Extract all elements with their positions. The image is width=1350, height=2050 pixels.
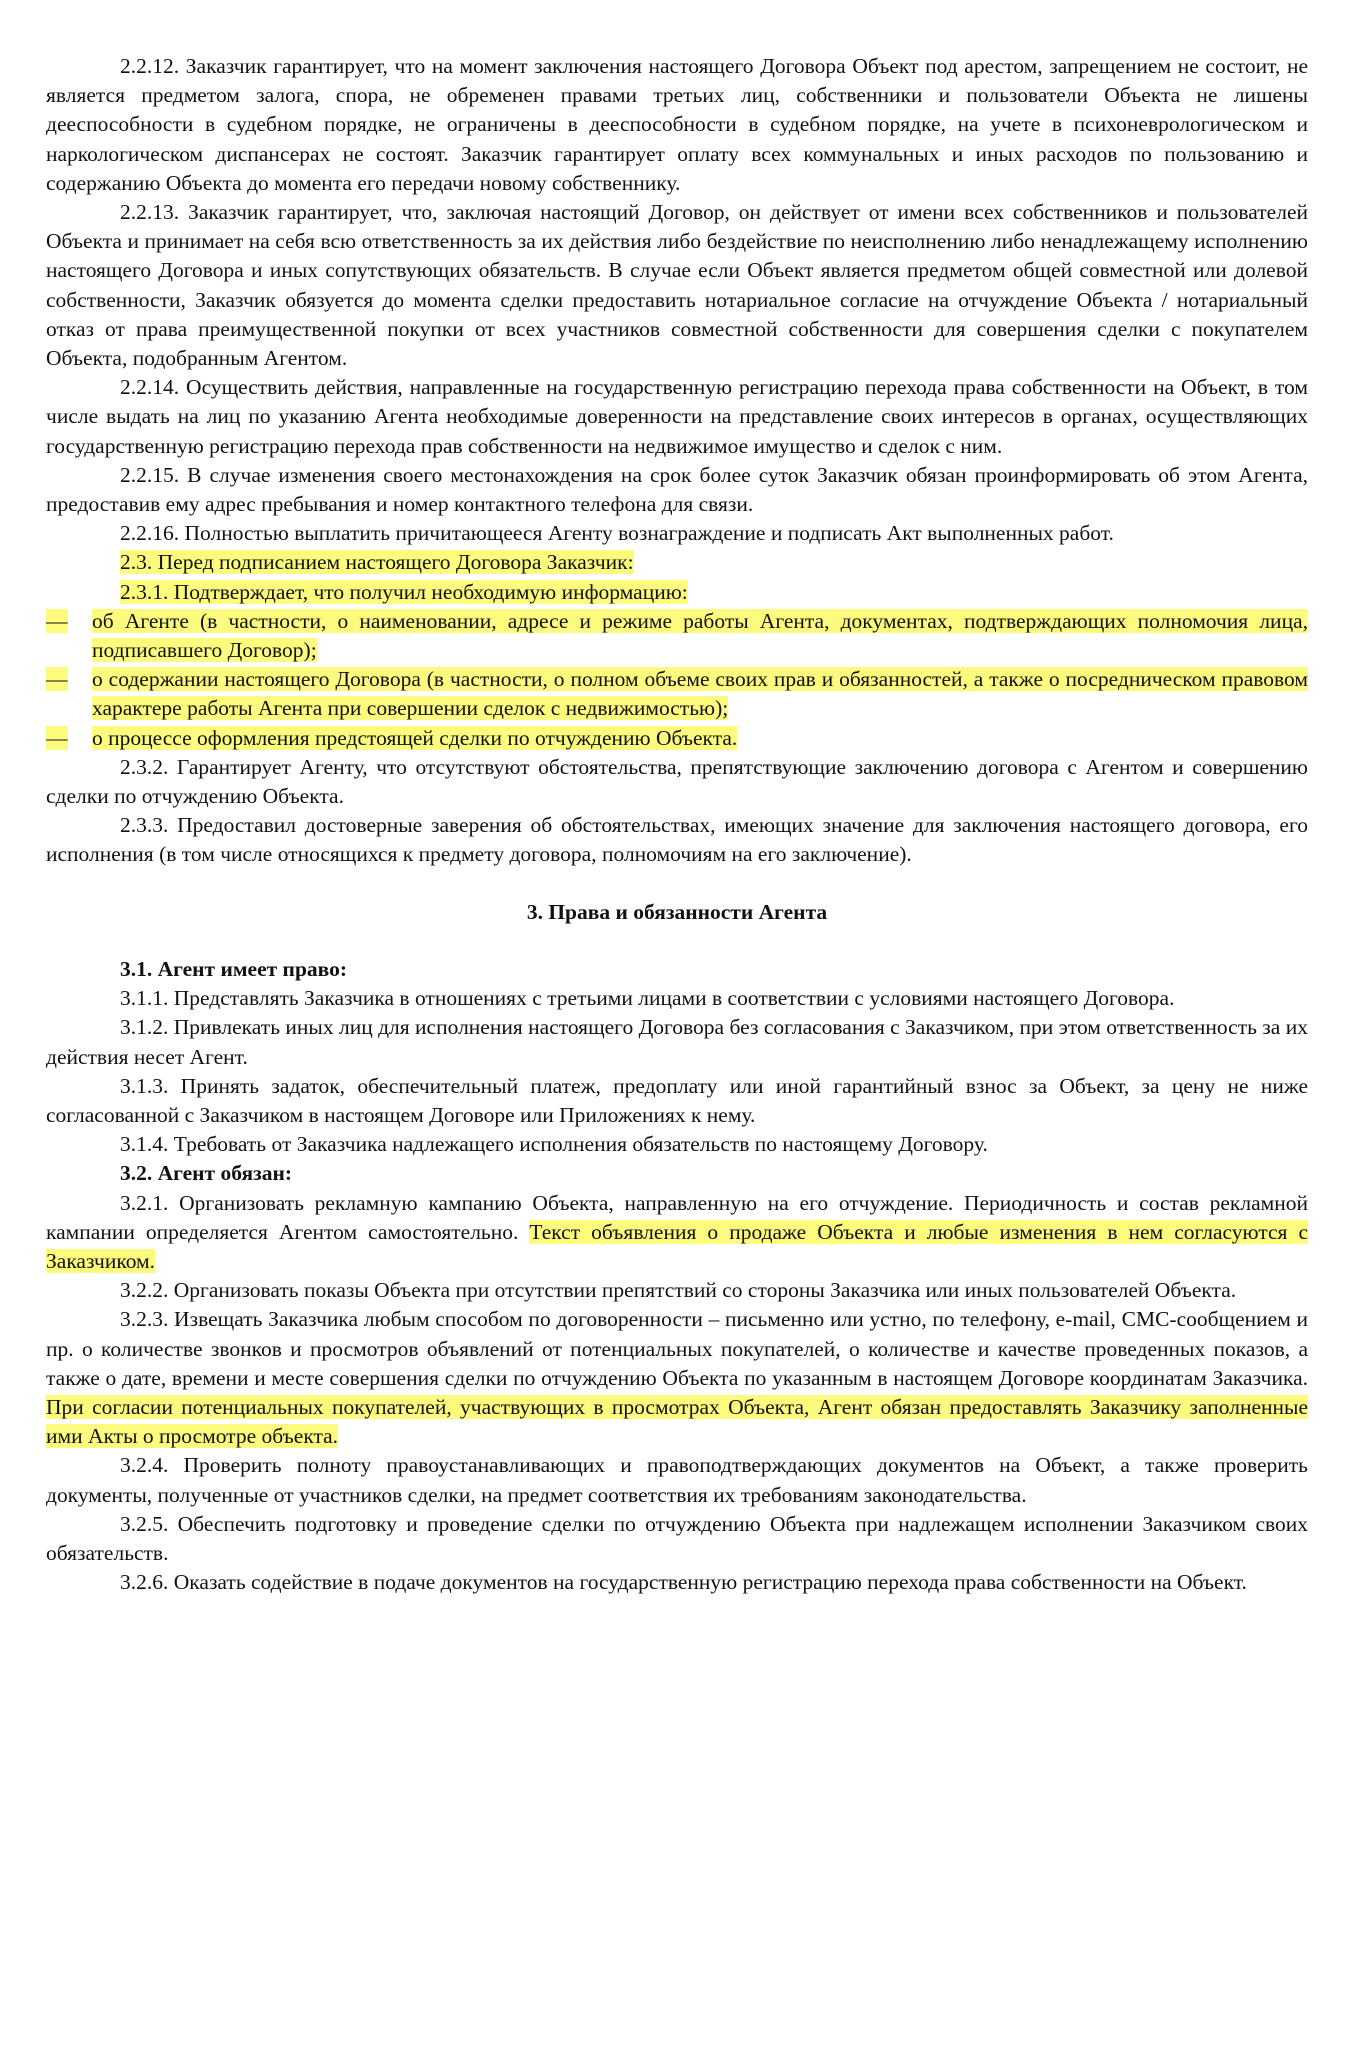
clause-3-1: 3.1. Агент имеет право: (120, 956, 348, 981)
clause-2-3-3: 2.3.3. Предоставил достоверные заверения об обстоятельствах, имеющих значение для заключения настоящего договора, его исполнения (в том числе относящихся к предмету договора, полномочиям на его заключение). (46, 813, 1308, 867)
clause-3-1-2: 3.1.2. Привлекать иных лиц для исполнения настоящего Договора без согласования с Заказчиком, при этом ответственность за их действия несет Агент. (46, 1015, 1308, 1069)
clause-2-2-15: 2.2.15. В случае изменения своего местонахождения на срок более суток Заказчик обязан проинформировать об этом Агента, предоставив ему адрес пребывания и номер контактного телефона для связи. (46, 462, 1308, 517)
bullet-text: о содержании настоящего Договора (в частности, о полном объеме своих прав и обязанностей, а также о посредническом правовом характере работы Агента при совершении сделок с недвижимостью); (92, 667, 1308, 721)
clause-3-2: 3.2. Агент обязан: (120, 1161, 293, 1186)
clause-2-2-14: 2.2.14. Осуществить действия, направленные на государственную регистрацию перехода права собственности на Объект, в том числе выдать на лиц по указанию Агента необходимые доверенности на представление своих интересов в органах, осуществляющих государственную регистрацию перехода прав собственности на недвижимое имущество и сделок с ним. (46, 375, 1308, 458)
clause-3-2-6: 3.2.6. Оказать содействие в подаче документов на государственную регистрацию перехода права собственности на Объект. (120, 1570, 1247, 1595)
highlight-clause-3-2-1: Текст объявления о продаже Объекта и любые изменения в нем согласуются с Заказчиком. (46, 1219, 1308, 1273)
clause-2-3 (46, 548, 1308, 577)
section-3-title: 3. Права и обязанности Агента (526, 899, 828, 924)
clause-2-2-16: 2.2.16. Полностью выплатить причитающееся Агенту вознаграждение и подписать Акт выполненных работ. (120, 521, 1114, 546)
bullet-text: об Агенте (в частности, о наименовании, адресе и режиме работы Агента, документах, подтверждающих полномочия лица, подписавшего Договор); (92, 608, 1308, 663)
bullet-item-deal-process (46, 724, 1308, 753)
clause-3-2-3: 3.2.3. Извещать Заказчика любым способом по договоренности – письменно или устно, по телефону, e-mail, СМС-сообщением и пр. о количестве звонков и просмотров объявлений от потенциальных покупателей, о количестве и качестве проведенных показов, а также о дате, времени и месте совершения сделки по отчуждению Объекта по указанным в настоящем Договоре координатам Заказчика. При согласии потенциальных покупателей, участвующих в просмотрах Объекта, Агент обязан предоставлять Заказчику заполненные ими Акты о просмотре объекта. (46, 1307, 1308, 1449)
clause-2-2-12: 2.2.12. Заказчик гарантирует, что на момент заключения настоящего Договора Объект под арестом, запрещением не состоит, не является предметом залога, спора, не обременен правами третьих лиц, собственники и пользователи Объекта не лишены дееспособности в судебном порядке, не ограничены в дееспособности в судебном порядке, на учете в психоневрологическом и наркологическом диспансерах не состоят. Заказчик гарантирует оплату всех коммунальных и иных расходов по пользованию и содержанию Объекта до момента его передачи новому собственнику. (46, 54, 1308, 195)
highlight-clause-3-2-3: При согласии потенциальных покупателей, участвующих в просмотрах Объекта, Агент обязан предоставлять Заказчику заполненные ими Акты о просмотре объекта. (46, 1394, 1308, 1449)
clause-2-2-13: 2.2.13. Заказчик гарантирует, что, заключая настоящий Договор, он действует от имени всех собственников и пользователей Объекта и принимает на себя всю ответственность за их действия либо бездействие по неисполнению либо ненадлежащему исполнению настоящего Договора и иных сопутствующих обязательств. В случае если Объект является предметом общей совместной или долевой собственности, Заказчик обязуется до момента сделки предоставить нотариальное согласие на отчуждение Объекта / нотариальный отказ от права преимущественной покупки от всех участников совместной собственности для совершения сделки с покупателем Объекта, подобранным Агентом. (46, 200, 1308, 371)
highlight-clause-2-3-1: 2.3.1. Подтверждает, что получил необходимую информацию: (120, 579, 688, 604)
clause-3-2-5: 3.2.5. Обеспечить подготовку и проведение сделки по отчуждению Объекта при надлежащем исполнении Заказчиком своих обязательств. (46, 1511, 1308, 1565)
bullet-item-agent-info (46, 607, 1308, 665)
clause-3-1-1: 3.1.1. Представлять Заказчика в отношениях с третьими лицами в соответствии с условиями настоящего Договора. (120, 986, 1175, 1011)
clause-3-1-4: 3.1.4. Требовать от Заказчика надлежащего исполнения обязательств по настоящему Договору. (120, 1132, 988, 1157)
bullet-item-contract-content (46, 665, 1308, 723)
dash-marker: — (46, 608, 68, 633)
clause-2-3-2: 2.3.2. Гарантирует Агенту, что отсутствуют обстоятельства, препятствующие заключению договора с Агентом и совершению сделки по отчуждению Объекта. (46, 754, 1308, 809)
dash-marker: — (46, 725, 68, 750)
clause-3-2-1: 3.2.1. Организовать рекламную кампанию Объекта, направленную на его отчуждение. Периодичность и состав рекламной кампании определяется Агентом самостоятельно. Текст объявления о продаже Объекта и любые изменения в нем согласуются с Заказчиком. (46, 1190, 1308, 1273)
highlight-clause-2-3: 2.3. Перед подписанием настоящего Договора Заказчик: (120, 550, 634, 575)
dash-marker: — (46, 667, 68, 692)
clause-3-1-3: 3.1.3. Принять задаток, обеспечительный платеж, предоплату или иной гарантийный взнос за Объект, за цену не ниже согласованной с Заказчиком в настоящем Договоре или Приложениях к нему. (46, 1073, 1308, 1127)
clause-2-3-1 (46, 578, 1308, 607)
clause-3-2-4: 3.2.4. Проверить полноту правоустанавливающих и правоподтверждающих документов на Объект, а также проверить документы, полученные от участников сделки, на предмет соответствия их требованиям законодательства. (46, 1453, 1308, 1507)
bullet-text: о процессе оформления предстоящей сделки по отчуждению Объекта. (92, 725, 738, 750)
clause-3-2-2: 3.2.2. Организовать показы Объекта при отсутствии препятствий со стороны Заказчика или иных пользователей Объекта. (120, 1278, 1237, 1303)
